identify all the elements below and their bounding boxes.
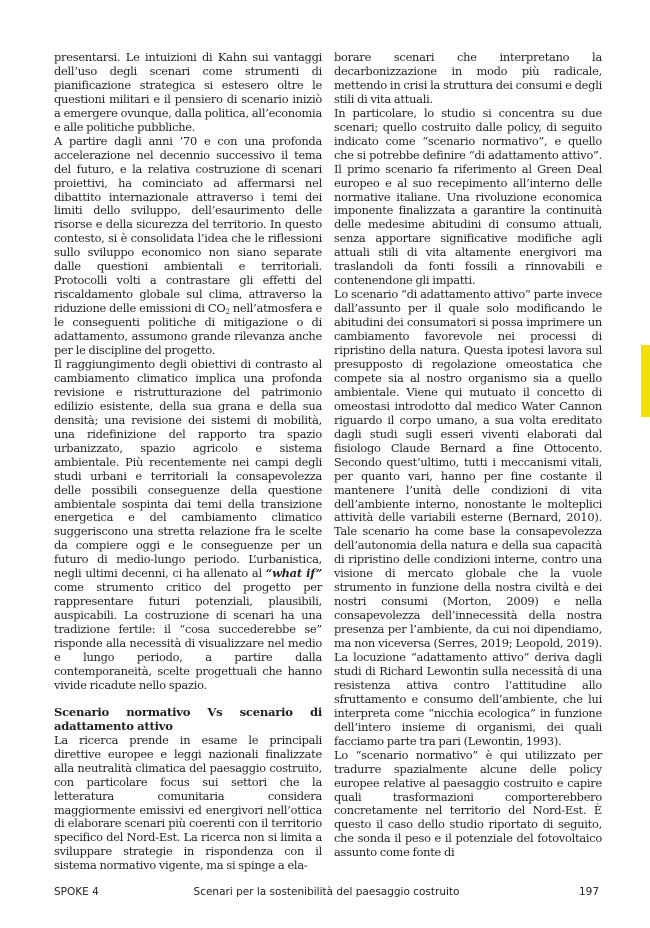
paragraph [54, 358, 322, 693]
paragraph-text: Il raggiungimento degli obiettivi di contrasto al cambiamento climatico implica una profonda revisione e ristrutturazione del patrimonio edilizio esistente, della sua grana e della sua densità; una revisione dei sistemi di mobilità, una ridefinizione del rapporto tra spazio urbanizzato, spazio agricolo e sistema ambientale. Più recentemente nei campi degli studi urbani e territoriali la consapevolezza delle possibili conseguenze della questione ambientale sospinta dai temi della transizione energetica e del cambiamento climatico suggeriscono una stretta relazione fra le scelte da compiere oggi e le conseguenze per un futuro di medio-lungo periodo. L’urbanistica, negli ultimi decenni, ci ha allenato al [54, 356, 322, 581]
left-column [54, 51, 322, 873]
page-footer [54, 886, 599, 900]
series-label: SPOKE 4 [54, 886, 99, 898]
running-title: Scenari per la sostenibilità del paesaggio costruito [193, 886, 460, 898]
paragraph-text: come strumento critico del progetto per rappresentare futuri potenziali, plausibili, auspicabili. La costruzione di scenari ha una tradizione fertile: il “cosa succederebbe se” risponde alla necessità di visualizzare nel medio e lungo periodo, a partire dalla contemporaneità, scelte progettuali che hanno vivide ricadute nello spazio. [54, 580, 322, 692]
paragraph-text: A partire dagli anni ’70 e con una profonda accelerazione nel decennio successivo il tema del futuro, e la relativa costruzione di scenari proiettivi, ha cominciato ad affermarsi nel dibattito internazionale attraverso i temi dei limiti dello sviluppo, dell’esaurimento delle risorse e della sicurezza del territorio. In questo contesto, si è consolidata l’idea che le riflessioni sullo sviluppo economico non siano separate dalle questioni ambientali e territoriali. Protocolli volti a contrastare gli effetti del riscaldamento globale sul clima, attraverso la riduzione delle emissioni di CO [54, 133, 322, 316]
chapter-tab-marker [641, 345, 650, 417]
paragraph: In particolare, lo studio si concentra su due scenari; quello costruito dalle policy, di seguito indicato come “scenario normativo”, e quello che si potrebbe definire “di adattamento attivo”. Il primo scenario fa riferimento al Green Deal europeo e al suo recepimento all’interno delle normative italiane. Una rivoluzione economica imponente finalizzata a garantire la continuità delle medesime abitudini di consumo attuali, senza apportare significative modifiche agli attuali stili di vita altamente energivori ma traslandoli da fonti fossili a rinnovabili e contenendone gli impatti. [334, 105, 602, 288]
subscript: 2 [225, 308, 230, 317]
section-heading: Scenario normativo Vs scenario di adattamento attivo [54, 704, 322, 733]
paragraph: Lo scenario “di adattamento attivo” parte invece dall’assunto per il quale solo modificando le abitudini dei consumatori si possa imprimere un cambiamento favorevole nei processi di ripristino della natura. Questa ipotesi lavora sul presupposto di regolazione omeostatica che compete sia al nostro organismo sia a quello ambientale. Viene qui mutuato il concetto di omeostasi introdotto dal medico Water Cannon riguardo il corpo umano, a sua volta ereditato dagli studi sugli esseri viventi elaborati dal fisiologo Claude Bernard a fine Ottocento. Secondo quest’ultimo, tutti i meccanismi vitali, per quanto vari, hanno per fine costante il mantenere l’unità delle condizioni di vita dell’ambiente interno, nonostante le molteplici attività delle variabili esterne (Bernard, 2010). Tale scenario ha come base la consapevolezza dell’autonomia della natura e della sua capacità di ripristino delle condizioni interne, contro una visione di mercato globale che la vuole strumento in funzione della nostra civiltà e dei nostri consumi (Morton, 2009) e nella consapevolezza dell’innecessità della nostra presenza per l’ambiente, da cui noi dipendiamo, ma non viceversa (Serres, 2019; Leopold, 2019). La locuzione “adattamento attivo” deriva dagli studi di Richard Lewontin sulla necessità di una resistenza attiva contro l’attitudine allo sfruttamento e consumo dell’ambiente, che lui interpreta come “nicchia ecologica” in funzione dell’intero insieme di organismi, dei quali facciamo parte tra pari (Lewontin, 1993). [334, 287, 602, 748]
paragraph: presentarsi. Le intuizioni di Kahn sui vantaggi dell’uso degli scenari come strumenti di pianificazione strategica si estesero oltre le questioni militari e il pensiero di scenario iniziò a emergere ovunque, dalla politica, all’economia e alle politiche pubbliche. [54, 50, 322, 134]
paragraph [54, 135, 322, 358]
page-number: 197 [578, 886, 599, 898]
paragraph: La ricerca prende in esame le principali direttive europee e leggi nazionali finalizzate alla neutralità climatica del paesaggio costruito, con particolare focus sui settori che la letteratura comunitaria considera maggiormente emissivi ed energivori nell’ottica di elaborare scenari più coerenti con il territorio specifico del Nord-Est. La ricerca non si limita a sviluppare strategie in rispondenza con il sistema normativo vigente, ma si spinge a ela- [54, 732, 322, 873]
emphasis-what-if: “what if” [265, 566, 322, 581]
paragraph: Lo “scenario normativo” è qui utilizzato per tradurre spazialmente alcune delle policy europee relative al paesaggio costruito e capire quali trasformazioni comporterebbero concretamente nel territorio del Nord-Est. È questo il caso dello studio riportato di seguito, che sonda il peso e il potenziale del fotovoltaico assunto come fonte di [334, 747, 602, 860]
right-column [334, 51, 602, 860]
paragraph-text: nell’atmosfera e le conseguenti politiche di mitigazione o di adattamento, assumono grande rilevanza anche per le discipline del progetto. [54, 301, 322, 358]
paragraph: borare scenari che interpretano la decarbonizzazione in modo più radicale, mettendo in crisi la struttura dei consumi e degli stili di vita attuali. [334, 50, 602, 106]
